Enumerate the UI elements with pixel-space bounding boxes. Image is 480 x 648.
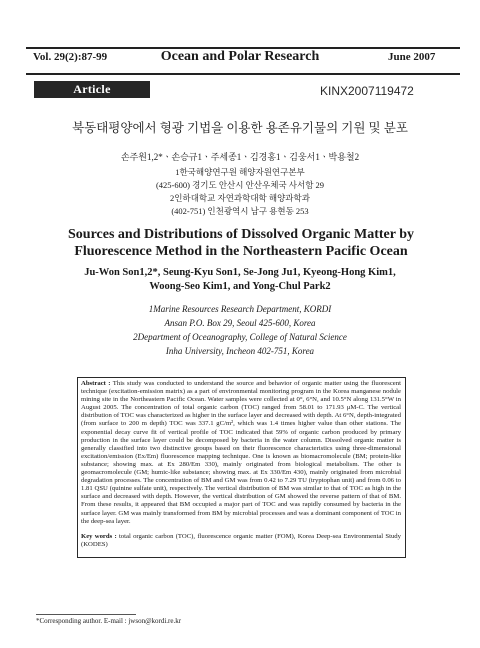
english-affiliation: 2Department of Oceanography, College of Natural Science (133, 332, 347, 342)
korean-title: 북동태평양에서 형광 기법을 이용한 용존유기물의 기원 및 분포 (72, 121, 408, 135)
korean-affiliation: (425-600) 경기도 안산시 안산우체국 사서함 29 (155, 180, 325, 190)
english-authors-line: Ju-Won Son1,2*, Seung-Kyu Son1, Se-Jong Ju1, Kyeong-Hong Kim1, (84, 267, 396, 278)
keywords-text: total organic carbon (TOC), fluorescence organic matter (FOM), Korea Deep-sea Environmental Study (KODES) (81, 533, 401, 549)
english-affiliation: 1Marine Resources Research Department, KORDI (148, 304, 332, 314)
corresponding-author-footnote: *Corresponding author. E-mail : jwson@kordi.re.kr (36, 617, 182, 625)
journal-name: Ocean and Polar Research (160, 49, 320, 64)
keywords-label: Key words : (81, 533, 117, 540)
volume-info: Vol. 29(2):87-99 (33, 51, 108, 63)
abstract (81, 380, 401, 526)
abstract-text: This study was conducted to understand the source and behavior of organic matter using the fluorescent technique (excitation-emission matrix) as a part of environmental monitoring program in the Korea manganese nodule mining site in the Northeastern Pacific Ocean. Water samples were collected at 0°, 6°N, and 10.5°N along 131.5°W in August 2005. The concentration of total organic carbon (TOC) ranged from 58.01 to 171.93 μM-C. The vertical distribution of TOC was characterized as higher in the surface layer and decreased with depth. At 6°N, depth-integrated (from surface to 200 m depth) TOC was 337.1 gC/m², which was 1.4 times higher value than other stations. The exponential decay curve fit of vertical profile of TOC indicated that 59% of organic carbon produced by primary production in the surface layer could be decomposed by bacteria in the water column. Dissolved organic matter is generally classified into two distinctive groups based on their fluorescence characteristics using three-dimensional excitation/emission (Ex/Em) fluorescence mapping technique. One is known as biomacromolecule (BM; protein-like substance; showing max. at Ex 280/Em 330), mainly originated from biological metabolism. The other is geomacromolecule (GM; humic-like substance; showing max. at Ex 330/Em 430), mainly originated from microbial degradation processes. The concentration of BM and GM was from 0.42 to 7.29 TU (tryptophan unit) and from 0.06 to 1.81 QSU (quinine sulfate unit), respectively. The vertical distribution of BM was similar to that of TOC as high in the surface and decreased with depth. However, the vertical distribution of GM showed the reverse pattern of that of BM. From these results, it appeared that BM occupied a major part of TOC and was rapidly consumed by bacteria in the surface layer. GM was mainly transformed from BM by microbial processes and was a dominant component of TOC in the deep-sea layer. (81, 380, 401, 525)
korean-affiliation: (402-751) 인천광역시 남구 용현동 253 (171, 206, 309, 216)
english-authors-line: Woong-Seo Kim1, and Yong-Chul Park2 (149, 281, 331, 292)
footnote-rule (36, 614, 136, 615)
english-affiliation: Ansan P.O. Box 29, Seoul 425-600, Korea (164, 318, 316, 328)
korean-authors: 손주원1,2*ㆍ손승규1ㆍ주세종1ㆍ김경홍1ㆍ김웅서1ㆍ박용철2 (120, 152, 360, 162)
issue-date: June 2007 (388, 51, 436, 63)
korean-affiliation: 2인하대학교 자연과학대학 해양과학과 (170, 193, 310, 203)
korean-affiliation: 1한국해양연구원 해양자원연구본부 (175, 167, 305, 177)
english-affiliation: Inha University, Incheon 402-751, Korea (165, 346, 315, 356)
english-title: Sources and Distributions of Dissolved Organic Matter by Fluorescence Method in the Northeastern Pacific Ocean (68, 227, 414, 259)
abstract-label: Abstract : (81, 380, 111, 387)
english-authors (50, 266, 430, 294)
keywords (81, 533, 401, 549)
document-id: KINX2007119472 (320, 84, 414, 98)
article-tag: Article (73, 82, 111, 96)
